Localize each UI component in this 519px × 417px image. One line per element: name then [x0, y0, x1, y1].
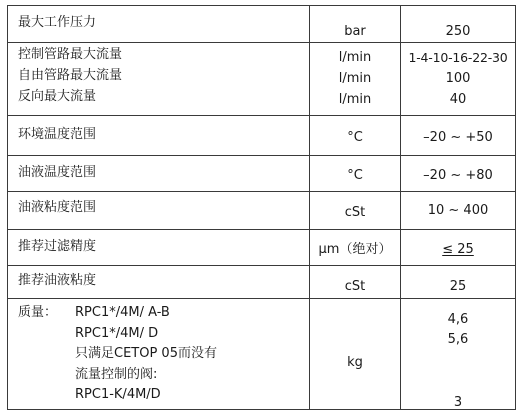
- recommended-viscosity-value: 25: [449, 279, 467, 294]
- mass-model-d: RPC1*/4M/ D: [75, 326, 159, 341]
- value-cell: [401, 116, 515, 155]
- table-row: [8, 156, 515, 192]
- mass-unit: kg: [347, 355, 363, 370]
- value-cell: [401, 6, 515, 42]
- fluid-viscosity-range-label: 油液粘度范围: [18, 200, 97, 215]
- table-row: [8, 192, 515, 230]
- free-line-max-flow-unit: l/min: [338, 71, 372, 86]
- mass-value-k: 3: [453, 395, 463, 410]
- unit-cell: [310, 6, 400, 42]
- label-cell: [8, 156, 309, 191]
- control-line-max-flow-unit: l/min: [338, 50, 372, 65]
- recommended-viscosity-unit: cSt: [344, 279, 366, 294]
- reverse-max-flow-value: 40: [449, 92, 467, 107]
- specification-table: [7, 5, 516, 410]
- free-line-max-flow-value: 100: [445, 71, 471, 86]
- unit-cell: [310, 156, 400, 191]
- control-line-max-flow-label: 控制管路最大流量: [18, 47, 123, 62]
- max-pressure-unit: bar: [344, 24, 366, 39]
- reverse-max-flow-unit: l/min: [338, 92, 372, 107]
- unit-cell: [310, 116, 400, 155]
- fluid-temp-range-unit: °C: [347, 168, 363, 183]
- recommended-filtration-unit: μm（绝对）: [318, 242, 392, 257]
- value-cell: [401, 192, 515, 229]
- unit-cell: [310, 266, 400, 298]
- mass-label: 质量：: [18, 305, 58, 320]
- unit-cell: [310, 192, 400, 229]
- fluid-temp-range-value: –20 ~ +80: [423, 168, 493, 183]
- mass-flow-control-note: 流量控制的阀:: [75, 367, 158, 382]
- value-cell: [401, 43, 515, 115]
- label-cell: [8, 116, 309, 155]
- value-cell: [401, 156, 515, 191]
- unit-cell: [310, 299, 400, 409]
- table-row: [8, 6, 515, 43]
- column-divider: [309, 6, 310, 409]
- reverse-max-flow-label: 反向最大流量: [18, 89, 97, 104]
- free-line-max-flow-label: 自由管路最大流量: [18, 68, 123, 83]
- ambient-temp-range-label: 环境温度范围: [18, 127, 97, 142]
- column-divider: [400, 6, 401, 409]
- ambient-temp-range-unit: °C: [347, 130, 363, 145]
- recommended-filtration-value: ≤ 25: [442, 242, 474, 257]
- label-cell: [8, 43, 309, 115]
- fluid-viscosity-range-unit: cSt: [344, 205, 366, 220]
- mass-model-k: RPC1-K/4M/D: [75, 387, 161, 402]
- mass-value-d: 5,6: [447, 332, 469, 347]
- mass-cetop-note: 只满足CETOP 05而没有: [75, 346, 217, 361]
- label-cell: [8, 266, 309, 298]
- table-row: [8, 230, 515, 266]
- label-cell: [8, 6, 309, 42]
- table-row: [8, 299, 515, 409]
- mass-value-a-b: 4,6: [447, 312, 469, 327]
- recommended-viscosity-label: 推荐油液粘度: [18, 273, 97, 288]
- table-row: [8, 266, 515, 299]
- max-pressure-label: 最大工作压力: [18, 15, 97, 30]
- unit-cell: [310, 43, 400, 115]
- label-cell: [8, 230, 309, 265]
- value-cell: [401, 266, 515, 298]
- table-row: [8, 43, 515, 116]
- value-cell: [401, 299, 515, 409]
- max-pressure-value: 250: [445, 24, 471, 39]
- ambient-temp-range-value: –20 ~ +50: [423, 130, 493, 145]
- label-cell: [8, 299, 309, 409]
- fluid-temp-range-label: 油液温度范围: [18, 165, 97, 180]
- table-row: [8, 116, 515, 156]
- fluid-viscosity-range-value: 10 ~ 400: [427, 203, 489, 218]
- control-line-max-flow-value: 1-4-10-16-22-30: [408, 50, 508, 65]
- unit-cell: [310, 230, 400, 265]
- mass-model-a-b: RPC1*/4M/ A-B: [75, 305, 170, 320]
- value-cell: [401, 230, 515, 265]
- recommended-filtration-label: 推荐过滤精度: [18, 239, 97, 254]
- label-cell: [8, 192, 309, 229]
